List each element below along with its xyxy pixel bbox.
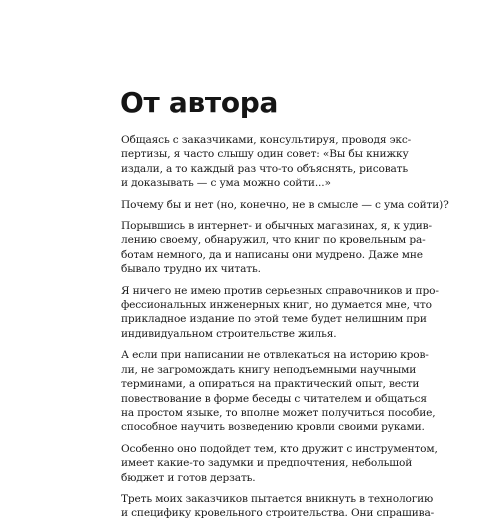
text-line: и доказывать — с ума можно сойти...» <box>121 177 331 190</box>
text-line: Порывшись в интернет- и обычных магазинах, я, к удив- <box>121 220 432 233</box>
text-line: и специфику кровельного строительства. Они спрашива- <box>121 507 435 520</box>
text-line: фессиональных инженерных книг, но думается мне, что <box>121 299 432 312</box>
paragraph <box>121 133 412 191</box>
text-line: Треть моих заказчиков пытается вникнуть в технологию <box>121 492 434 505</box>
text-line: повествование в форме беседы с читателем и общаться <box>121 392 427 405</box>
paragraph <box>121 284 439 342</box>
paragraph <box>121 442 438 485</box>
paragraph <box>121 219 432 277</box>
text-line: Особенно оно подойдет тем, кто дружит с инструментом, <box>121 442 438 455</box>
text-line: терминами, а опираться на практический опыт, вести <box>121 378 420 391</box>
text-line: на простом языке, то вполне может получиться пособие, <box>121 406 436 419</box>
paragraph <box>121 198 449 212</box>
text-line: Общаясь с заказчиками, консультируя, проводя экс- <box>121 134 412 146</box>
text-line: Я ничего не имею против серьезных справочников и про- <box>121 284 439 297</box>
paragraph <box>121 348 436 434</box>
text-line: бюджет и готов дерзать. <box>121 471 256 484</box>
text-line: пертизы, я часто слышу один совет: «Вы бы книжку <box>121 148 409 161</box>
text-line: имеет какие-то задумки и предпочтения, небольшой <box>121 457 413 470</box>
text-line: Почему бы и нет (но, конечно, не в смысле — с ума сойти)? <box>121 198 449 211</box>
text-line: лению своему, обнаружил, что книг по кровельным ра- <box>121 234 426 247</box>
text-line: бывало трудно их читать. <box>121 263 261 276</box>
page-title: От автора <box>120 86 279 119</box>
text-line: индивидуальном строительстве жилья. <box>121 327 337 340</box>
text-line: прикладное издание по этой теме будет нелишним при <box>121 313 427 326</box>
paragraph <box>121 492 435 521</box>
text-line: А если при написании не отвлекаться на историю кров- <box>121 349 429 362</box>
text-line: ли, не загромождать книгу неподъемными научными <box>121 363 417 376</box>
body-text <box>121 133 449 528</box>
text-line: способное научить возведению кровли своими руками. <box>121 421 425 434</box>
text-line: издали, а то каждый раз что-то объяснять, рисовать <box>121 162 409 175</box>
text-line: ботам немного, да и написаны они мудрено. Даже мне <box>121 248 423 261</box>
